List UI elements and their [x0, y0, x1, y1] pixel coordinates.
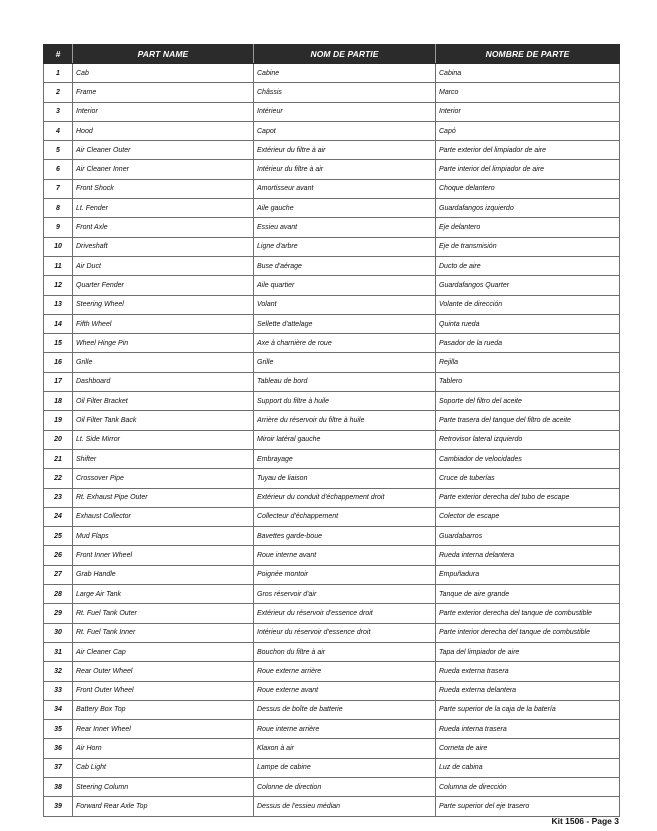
part-number-cell: 26 — [44, 546, 73, 565]
part-name-fr-cell: Grille — [254, 353, 436, 372]
part-number-cell: 27 — [44, 565, 73, 584]
part-number-cell: 28 — [44, 585, 73, 604]
part-name-fr-cell: Dessus de boîte de batterie — [254, 700, 436, 719]
part-name-fr-cell: Roue interne arrière — [254, 720, 436, 739]
part-name-en-cell: Front Shock — [73, 179, 254, 198]
part-name-es-cell: Marco — [436, 83, 620, 102]
part-number-cell: 5 — [44, 141, 73, 160]
table-row — [44, 739, 620, 758]
table-row — [44, 623, 620, 642]
part-name-fr-cell: Dessus de l'essieu médian — [254, 797, 436, 816]
part-number-cell: 11 — [44, 256, 73, 275]
table-row — [44, 488, 620, 507]
table-row — [44, 527, 620, 546]
part-name-fr-cell: Roue externe avant — [254, 681, 436, 700]
part-number-cell: 33 — [44, 681, 73, 700]
table-row — [44, 449, 620, 468]
part-name-es-cell: Eje de transmisión — [436, 237, 620, 256]
part-name-en-cell: Lt. Fender — [73, 199, 254, 218]
table-row — [44, 83, 620, 102]
part-number-cell: 17 — [44, 372, 73, 391]
part-name-es-cell: Capó — [436, 121, 620, 140]
part-name-en-cell: Front Inner Wheel — [73, 546, 254, 565]
part-name-es-cell: Tapa del limpiador de aire — [436, 642, 620, 661]
part-name-en-cell: Steering Wheel — [73, 295, 254, 314]
header-number: # — [44, 45, 73, 64]
part-number-cell: 37 — [44, 758, 73, 777]
table-row — [44, 797, 620, 816]
part-name-es-cell: Parte exterior del limpiador de aire — [436, 141, 620, 160]
page-footer: Kit 1506 - Page 3 — [551, 816, 619, 826]
part-number-cell: 18 — [44, 392, 73, 411]
part-name-es-cell: Guardabarros — [436, 527, 620, 546]
part-number-cell: 25 — [44, 527, 73, 546]
part-name-fr-cell: Klaxon à air — [254, 739, 436, 758]
part-name-fr-cell: Châssis — [254, 83, 436, 102]
part-name-fr-cell: Intérieur du réservoir d'essence droit — [254, 623, 436, 642]
part-number-cell: 13 — [44, 295, 73, 314]
part-name-es-cell: Interior — [436, 102, 620, 121]
table-row — [44, 334, 620, 353]
part-number-cell: 39 — [44, 797, 73, 816]
table-row — [44, 411, 620, 430]
part-name-es-cell: Soporte del filtro del aceite — [436, 392, 620, 411]
part-name-fr-cell: Embrayage — [254, 449, 436, 468]
table-row — [44, 353, 620, 372]
part-name-fr-cell: Roue interne avant — [254, 546, 436, 565]
header-part-name: PART NAME — [73, 45, 254, 64]
table-row — [44, 179, 620, 198]
part-name-es-cell: Parte exterior derecha del tanque de combustible — [436, 604, 620, 623]
part-name-es-cell: Guardafangos izquierdo — [436, 199, 620, 218]
table-row — [44, 276, 620, 295]
part-name-fr-cell: Arrière du réservoir du filtre à huile — [254, 411, 436, 430]
table-row — [44, 507, 620, 526]
part-number-cell: 9 — [44, 218, 73, 237]
part-name-es-cell: Rueda interna delantera — [436, 546, 620, 565]
part-name-fr-cell: Extérieur du réservoir d'essence droit — [254, 604, 436, 623]
table-row — [44, 662, 620, 681]
part-number-cell: 3 — [44, 102, 73, 121]
part-name-en-cell: Rear Inner Wheel — [73, 720, 254, 739]
part-name-en-cell: Large Air Tank — [73, 585, 254, 604]
part-name-es-cell: Quinta rueda — [436, 314, 620, 333]
parts-table-body — [44, 64, 620, 817]
part-number-cell: 2 — [44, 83, 73, 102]
parts-table — [43, 44, 620, 817]
part-name-en-cell: Air Cleaner Cap — [73, 642, 254, 661]
part-name-en-cell: Quarter Fender — [73, 276, 254, 295]
part-number-cell: 8 — [44, 199, 73, 218]
part-name-es-cell: Parte superior del eje trasero — [436, 797, 620, 816]
part-name-en-cell: Interior — [73, 102, 254, 121]
parts-list-sheet — [43, 44, 619, 817]
part-name-fr-cell: Poignée montoir — [254, 565, 436, 584]
part-name-en-cell: Rt. Exhaust Pipe Outer — [73, 488, 254, 507]
part-name-en-cell: Steering Column — [73, 777, 254, 796]
header-nombre-de-parte: NOMBRE DE PARTE — [436, 45, 620, 64]
part-name-es-cell: Empuñadura — [436, 565, 620, 584]
part-name-es-cell: Cambiador de velocidades — [436, 449, 620, 468]
part-name-fr-cell: Intérieur du filtre à air — [254, 160, 436, 179]
part-name-fr-cell: Tuyau de liaison — [254, 469, 436, 488]
table-header-row — [44, 45, 620, 64]
part-number-cell: 6 — [44, 160, 73, 179]
part-name-en-cell: Front Axle — [73, 218, 254, 237]
part-name-fr-cell: Support du filtre à huile — [254, 392, 436, 411]
part-name-fr-cell: Buse d'aérage — [254, 256, 436, 275]
part-name-fr-cell: Axe à charnière de roue — [254, 334, 436, 353]
part-name-es-cell: Guardafangos Quarter — [436, 276, 620, 295]
part-name-es-cell: Rejilla — [436, 353, 620, 372]
part-name-fr-cell: Cabine — [254, 64, 436, 83]
part-name-en-cell: Cab Light — [73, 758, 254, 777]
header-nom-de-partie: NOM DE PARTIE — [254, 45, 436, 64]
part-name-en-cell: Wheel Hinge Pin — [73, 334, 254, 353]
part-name-es-cell: Corneta de aire — [436, 739, 620, 758]
table-row — [44, 700, 620, 719]
part-number-cell: 24 — [44, 507, 73, 526]
part-name-fr-cell: Miroir latéral gauche — [254, 430, 436, 449]
part-name-en-cell: Dashboard — [73, 372, 254, 391]
part-name-es-cell: Parte trasera del tanque del filtro de aceite — [436, 411, 620, 430]
table-row — [44, 314, 620, 333]
part-name-en-cell: Grab Handle — [73, 565, 254, 584]
part-name-en-cell: Air Horn — [73, 739, 254, 758]
table-row — [44, 604, 620, 623]
part-name-en-cell: Rear Outer Wheel — [73, 662, 254, 681]
part-name-fr-cell: Bouchon du filtre à air — [254, 642, 436, 661]
table-row — [44, 141, 620, 160]
part-name-es-cell: Retrovisor lateral izquierdo — [436, 430, 620, 449]
part-name-fr-cell: Aile quartier — [254, 276, 436, 295]
part-name-es-cell: Volante de dirección — [436, 295, 620, 314]
part-number-cell: 34 — [44, 700, 73, 719]
part-name-fr-cell: Bavettes garde-boue — [254, 527, 436, 546]
table-row — [44, 430, 620, 449]
table-row — [44, 160, 620, 179]
part-number-cell: 16 — [44, 353, 73, 372]
part-name-en-cell: Mud Flaps — [73, 527, 254, 546]
part-name-es-cell: Tanque de aire grande — [436, 585, 620, 604]
part-number-cell: 21 — [44, 449, 73, 468]
part-name-en-cell: Exhaust Collector — [73, 507, 254, 526]
table-row — [44, 546, 620, 565]
part-name-fr-cell: Sellette d'attelage — [254, 314, 436, 333]
part-name-en-cell: Frame — [73, 83, 254, 102]
table-row — [44, 758, 620, 777]
part-name-en-cell: Battery Box Top — [73, 700, 254, 719]
table-row — [44, 199, 620, 218]
part-name-es-cell: Parte exterior derecha del tubo de escape — [436, 488, 620, 507]
part-name-es-cell: Tablero — [436, 372, 620, 391]
part-name-fr-cell: Lampe de cabine — [254, 758, 436, 777]
part-name-fr-cell: Capot — [254, 121, 436, 140]
table-row — [44, 642, 620, 661]
part-name-fr-cell: Extérieur du conduit d'échappement droit — [254, 488, 436, 507]
part-name-es-cell: Eje delantero — [436, 218, 620, 237]
table-row — [44, 256, 620, 275]
part-number-cell: 10 — [44, 237, 73, 256]
table-row — [44, 121, 620, 140]
part-name-es-cell: Cruce de tuberías — [436, 469, 620, 488]
part-name-es-cell: Pasador de la rueda — [436, 334, 620, 353]
part-number-cell: 15 — [44, 334, 73, 353]
part-name-en-cell: Air Duct — [73, 256, 254, 275]
part-number-cell: 30 — [44, 623, 73, 642]
part-name-es-cell: Parte interior derecha del tanque de combustible — [436, 623, 620, 642]
table-row — [44, 102, 620, 121]
part-number-cell: 7 — [44, 179, 73, 198]
part-name-en-cell: Crossover Pipe — [73, 469, 254, 488]
part-name-en-cell: Lt. Side Mirror — [73, 430, 254, 449]
part-name-fr-cell: Extérieur du filtre à air — [254, 141, 436, 160]
part-number-cell: 1 — [44, 64, 73, 83]
part-name-fr-cell: Ligne d'arbre — [254, 237, 436, 256]
part-name-es-cell: Colector de escape — [436, 507, 620, 526]
part-name-en-cell: Oil Filter Bracket — [73, 392, 254, 411]
table-row — [44, 392, 620, 411]
part-name-es-cell: Ducto de aire — [436, 256, 620, 275]
part-name-es-cell: Cabina — [436, 64, 620, 83]
part-name-fr-cell: Gros réservoir d'air — [254, 585, 436, 604]
part-name-fr-cell: Tableau de bord — [254, 372, 436, 391]
part-name-fr-cell: Volant — [254, 295, 436, 314]
part-name-en-cell: Shifter — [73, 449, 254, 468]
part-name-en-cell: Rt. Fuel Tank Outer — [73, 604, 254, 623]
part-number-cell: 38 — [44, 777, 73, 796]
table-row — [44, 218, 620, 237]
part-name-en-cell: Front Outer Wheel — [73, 681, 254, 700]
part-number-cell: 36 — [44, 739, 73, 758]
part-number-cell: 4 — [44, 121, 73, 140]
part-number-cell: 23 — [44, 488, 73, 507]
part-name-fr-cell: Intérieur — [254, 102, 436, 121]
part-name-fr-cell: Collecteur d'échappement — [254, 507, 436, 526]
part-name-es-cell: Luz de cabina — [436, 758, 620, 777]
part-number-cell: 12 — [44, 276, 73, 295]
part-number-cell: 22 — [44, 469, 73, 488]
part-name-fr-cell: Amortisseur avant — [254, 179, 436, 198]
part-name-fr-cell: Colonne de direction — [254, 777, 436, 796]
part-number-cell: 29 — [44, 604, 73, 623]
table-row — [44, 585, 620, 604]
table-row — [44, 681, 620, 700]
part-name-es-cell: Parte interior del limpiador de aire — [436, 160, 620, 179]
part-name-en-cell: Air Cleaner Outer — [73, 141, 254, 160]
part-name-en-cell: Forward Rear Axle Top — [73, 797, 254, 816]
part-name-fr-cell: Aile gauche — [254, 199, 436, 218]
table-row — [44, 565, 620, 584]
part-number-cell: 19 — [44, 411, 73, 430]
part-name-en-cell: Driveshaft — [73, 237, 254, 256]
part-name-es-cell: Rueda externa delantera — [436, 681, 620, 700]
part-name-en-cell: Air Cleaner Inner — [73, 160, 254, 179]
table-row — [44, 372, 620, 391]
part-name-en-cell: Cab — [73, 64, 254, 83]
part-name-es-cell: Parte superior de la caja de la batería — [436, 700, 620, 719]
part-name-en-cell: Oil Filter Tank Back — [73, 411, 254, 430]
table-row — [44, 237, 620, 256]
table-row — [44, 295, 620, 314]
table-row — [44, 64, 620, 83]
part-name-fr-cell: Roue externe arrière — [254, 662, 436, 681]
table-row — [44, 777, 620, 796]
part-number-cell: 20 — [44, 430, 73, 449]
part-name-en-cell: Grille — [73, 353, 254, 372]
table-row — [44, 720, 620, 739]
part-name-fr-cell: Essieu avant — [254, 218, 436, 237]
part-name-es-cell: Columna de dirección — [436, 777, 620, 796]
part-name-en-cell: Fifth Wheel — [73, 314, 254, 333]
part-name-en-cell: Hood — [73, 121, 254, 140]
part-name-es-cell: Rueda interna trasera — [436, 720, 620, 739]
part-name-en-cell: Rt. Fuel Tank Inner — [73, 623, 254, 642]
part-number-cell: 14 — [44, 314, 73, 333]
part-number-cell: 32 — [44, 662, 73, 681]
part-number-cell: 35 — [44, 720, 73, 739]
part-number-cell: 31 — [44, 642, 73, 661]
part-name-es-cell: Choque delantero — [436, 179, 620, 198]
table-row — [44, 469, 620, 488]
part-name-es-cell: Rueda externa trasera — [436, 662, 620, 681]
